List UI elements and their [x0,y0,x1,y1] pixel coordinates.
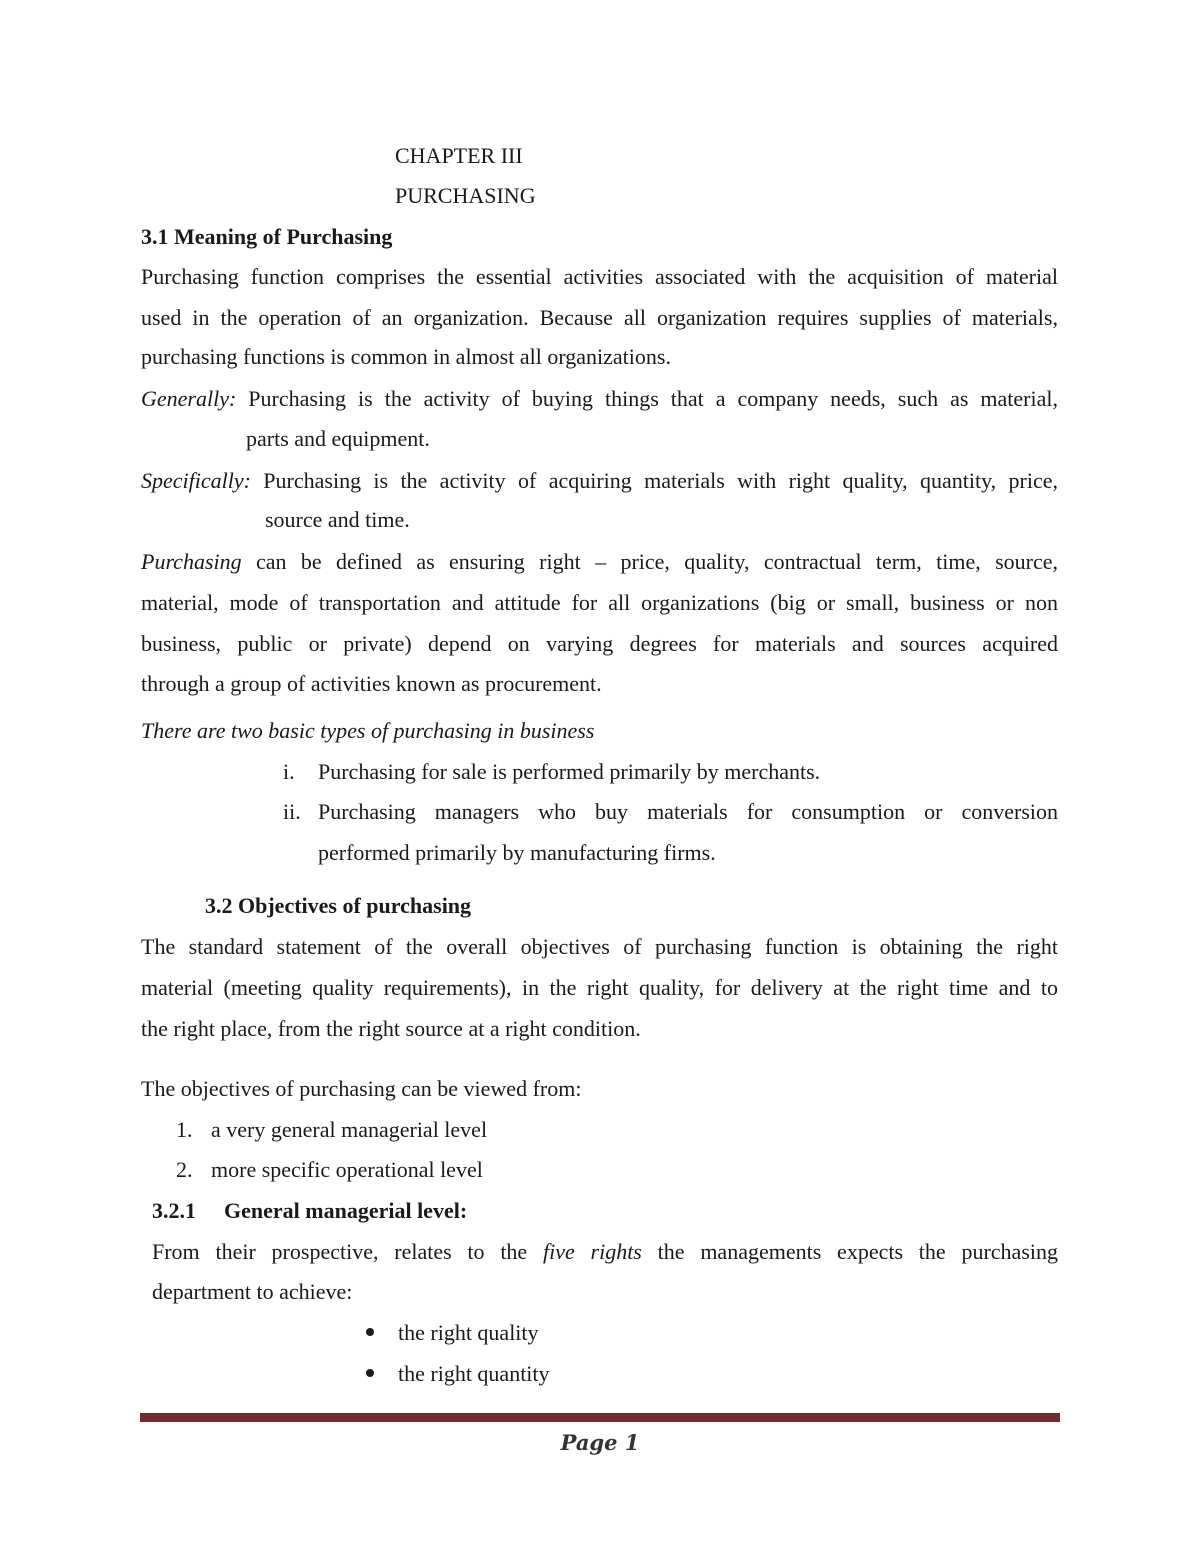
list-item: Purchasing managers who buy materials for consumption or conversion [318,799,1058,824]
paragraph-line: the right place, from the right source at a right condition. [141,1016,641,1041]
subsection-title: General managerial level: [224,1198,468,1223]
list-marker: ii. [283,799,301,824]
purchasing-definition [141,548,1058,576]
subsection-number: 3.2.1 [152,1198,196,1223]
generally-definition [141,385,1058,413]
specifically-label: Specifically: [141,468,251,493]
types-intro: There are two basic types of purchasing in business [141,718,595,743]
generally-text: Purchasing is the activity of buying things that a company needs, such as material, [236,386,1058,411]
generally-label: Generally: [141,386,237,411]
list-marker: 1. [176,1117,193,1142]
paragraph-line [152,1238,1058,1266]
five-rights-emphasis: five rights [542,1239,642,1264]
list-item: the right quality [398,1320,539,1345]
list-item: more specific operational level [211,1157,483,1182]
paragraph-line: through a group of activities known as procurement. [141,671,602,696]
paragraph-line: The standard statement of the overall objectives of purchasing function is obtaining the right [141,934,1058,959]
bullet-icon [366,1369,374,1377]
list-item: Purchasing for sale is performed primarily by merchants. [318,759,821,784]
footer-rule [140,1413,1060,1422]
purchasing-text: can be defined as ensuring right – price, quality, contractual term, time, source, [241,549,1058,574]
list-marker: 2. [176,1157,193,1182]
list-marker: i. [283,759,295,784]
list-item: a very general managerial level [211,1117,488,1142]
list-item-continuation: performed primarily by manufacturing firms. [318,840,716,865]
chapter-title: PURCHASING [395,183,536,208]
specifically-definition [141,467,1058,495]
bullet-icon [366,1328,374,1336]
text-run: the managements expects the purchasing [641,1239,1058,1264]
page-number: Page 1 [560,1430,640,1455]
section-heading-3-2: 3.2 Objectives of purchasing [205,893,472,918]
generally-continuation: parts and equipment. [246,426,430,451]
paragraph-line: material (meeting quality requirements), in the right quality, for delivery at the right time and to [141,975,1058,1000]
paragraph-line: material, mode of transportation and attitude for all organizations (big or small, business or non [141,590,1058,615]
purchasing-label: Purchasing [141,549,242,574]
paragraph-line: purchasing functions is common in almost all organizations. [141,344,671,369]
specifically-text: Purchasing is the activity of acquiring materials with right quality, quantity, price, [250,468,1058,493]
specifically-continuation: source and time. [265,507,410,532]
text-run: From their prospective, relates to the [152,1239,543,1264]
paragraph-line: business, public or private) depend on varying degrees for materials and sources acquired [141,631,1058,656]
paragraph-line: department to achieve: [152,1279,353,1304]
paragraph-line: used in the operation of an organization. Because all organization requires supplies of materials, [141,305,1058,330]
paragraph-line: Purchasing function comprises the essential activities associated with the acquisition of material [141,264,1058,289]
levels-intro: The objectives of purchasing can be viewed from: [141,1076,582,1101]
list-item: the right quantity [398,1361,550,1386]
chapter-number: CHAPTER III [395,143,523,168]
section-heading-3-1: 3.1 Meaning of Purchasing [141,224,393,249]
